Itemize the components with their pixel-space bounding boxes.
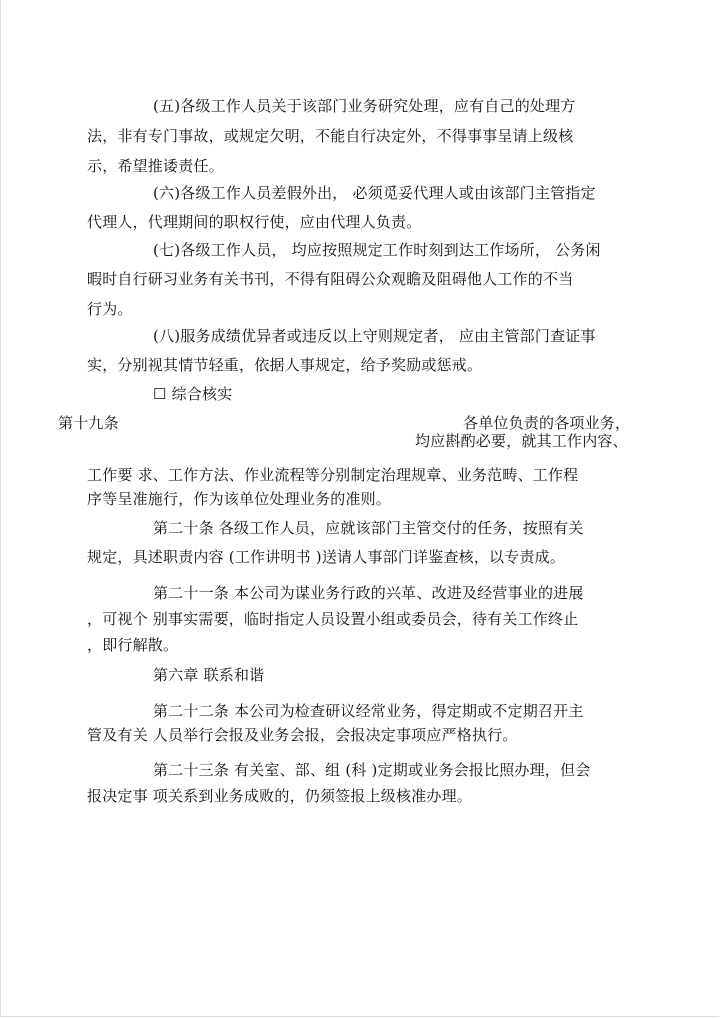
text-line: 规定，具述职责内容 (工作讲明书 )送请人事部门详鉴查核，以专责成。 <box>87 548 566 566</box>
text-line: 代理人，代理期间的职权行使，应由代理人负责。 <box>87 213 422 231</box>
text-line: 第二十一条 本公司为谋业务行政的兴革、改进及经营事业的进展 <box>153 584 584 602</box>
text-line: (七)各级工作人员， 均应按照规定工作时刻到达工作场所， 公务闲 <box>153 241 601 259</box>
text-line: 工作要 求、工作方法、作业流程等分别制定治理规章、业务范畴、工作程 <box>87 466 579 484</box>
text-line: 第二十三条 有关室、部、组 (科 )定期或业务会报比照办理，但会 <box>153 761 591 779</box>
section-heading: ☐ 综合核实 <box>153 385 233 403</box>
article-number: 第十九条 <box>58 414 119 432</box>
text-line: 第二十条 各级工作人员，应就该部门主管交付的任务，按照有关 <box>153 519 584 537</box>
text-line: 示，希望推诿责任。 <box>87 157 224 175</box>
chapter-heading: 第六章 联系和谐 <box>153 666 265 684</box>
text-line: ，即行解散。 <box>87 636 179 654</box>
text-line: (五)各级工作人员关于该部门业务研究处理，应有自己的处理方 <box>153 97 576 115</box>
text-line: 序等呈准施行，作为该单位处理业务的准则。 <box>87 490 392 508</box>
text-line: 管及有关 人员举行会报及业务会报，会报决定事项应严格执行。 <box>87 726 518 744</box>
text-line: (六)各级工作人员差假外出， 必须觅妥代理人或由该部门主管指定 <box>153 184 596 202</box>
text-line: 第二十二条 本公司为检查研议经常业务，得定期或不定期召开主 <box>153 702 584 720</box>
text-line: 行为。 <box>87 300 133 318</box>
text-line: (八)服务成绩优异者或违反以上守则规定者， 应由主管部门查证事 <box>153 327 596 345</box>
text-line: 实，分别视其情节轻重，依据人事规定，给予奖励或惩戒。 <box>87 356 483 374</box>
text-line: 均应斟酌必要，就其工作内容、 <box>415 432 628 450</box>
text-line: 暇时自行研习业务有关书刊，不得有阻碍公众观瞻及阻碍他人工作的不当 <box>87 270 574 288</box>
text-line: 各单位负责的各项业务， <box>463 414 631 432</box>
text-line: 报决定事 项关系到业务成败的，仍须签报上级核准办理。 <box>87 787 472 805</box>
text-line: 法，非有专门事故，或规定欠明，不能自行决定外，不得事事呈请上级核 <box>87 127 574 145</box>
text-line: ，可视个 别事实需要，临时指定人员设置小组或委员会，待有关工作终止 <box>87 610 579 628</box>
